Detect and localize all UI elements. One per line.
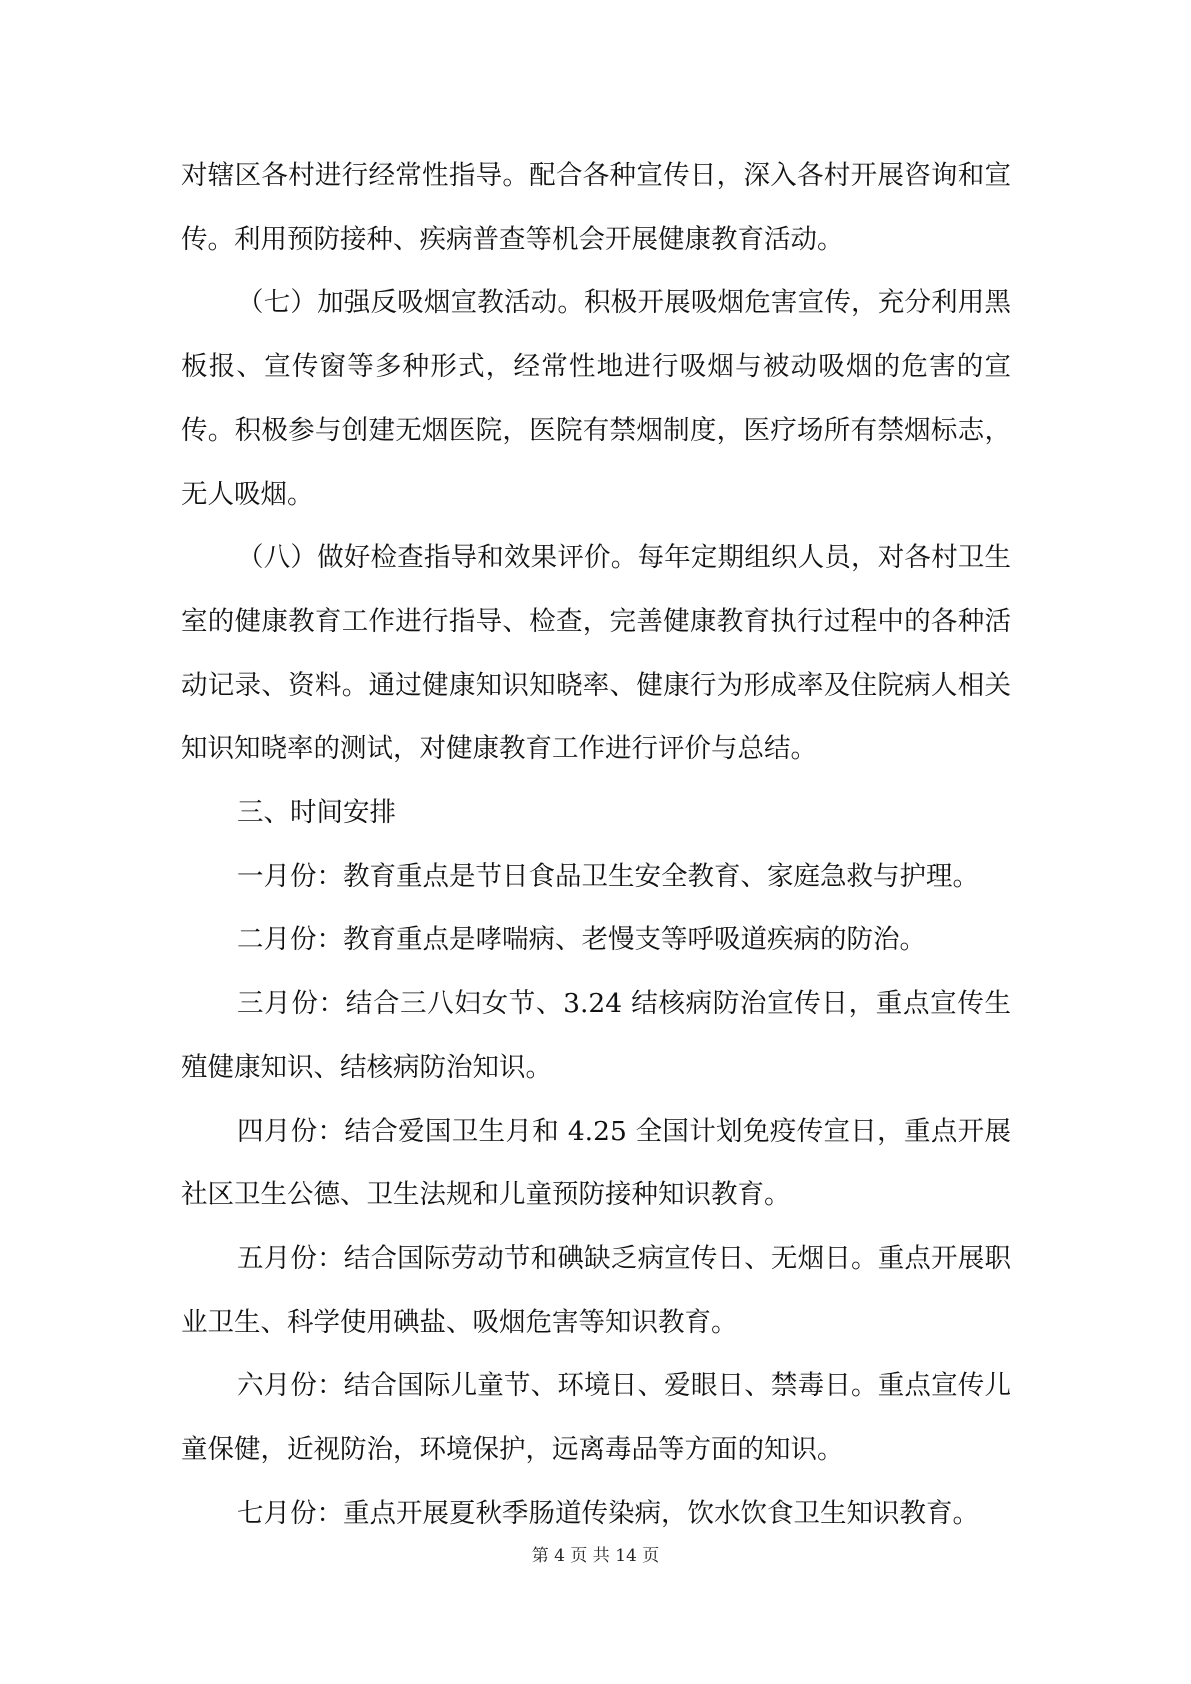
document-body [181, 144, 1011, 1545]
paragraph-january: 一月份：教育重点是节日食品卫生安全教育、家庭急救与护理。 [237, 860, 979, 892]
paragraph-inspection-evaluation: （八）做好检查指导和效果评价。每年定期组织人员，对各村卫生室的健康教育工作进行指导、检查，完善健康教育执行过程中的各种活动记录、资料。通过健康知识知晓率、健康行为形成率及住院病人相关知识知晓率的测试，对健康教育工作进行评价与总结。 [181, 542, 1011, 765]
page-footer: 第 4 页 共 14 页 [531, 1546, 660, 1566]
section-heading-schedule: 三、时间安排 [237, 797, 396, 829]
paragraph-intro-continuation: 对辖区各村进行经常性指导。配合各种宣传日，深入各村开展咨询和宣传。利用预防接种、疾病普查等机会开展健康教育活动。 [181, 160, 1011, 255]
paragraph-may: 五月份：结合国际劳动节和碘缺乏病宣传日、无烟日。重点开展职业卫生、科学使用碘盐、吸烟危害等知识教育。 [181, 1242, 1011, 1338]
paragraph-anti-smoking: （七）加强反吸烟宣教活动。积极开展吸烟危害宣传，充分利用黑板报、宣传窗等多种形式，经常性地进行吸烟与被动吸烟的危害的宣传。积极参与创建无烟医院，医院有禁烟制度，医疗场所有禁烟标志，无人吸烟。 [181, 287, 1011, 510]
paragraph-june: 六月份：结合国际儿童节、环境日、爱眼日、禁毒日。重点宣传儿童保健，近视防治，环境保护，远离毒品等方面的知识。 [181, 1370, 1011, 1466]
paragraph-april: 四月份：结合爱国卫生月和 4.25 全国计划免疫传宣日，重点开展社区卫生公德、卫生法规和儿童预防接种知识教育。 [181, 1115, 1011, 1211]
paragraph-july: 七月份：重点开展夏秋季肠道传染病，饮水饮食卫生知识教育。 [237, 1497, 979, 1529]
paragraph-march: 三月份：结合三八妇女节、3.24 结核病防治宣传日，重点宣传生殖健康知识、结核病防治知识。 [181, 988, 1011, 1083]
paragraph-february: 二月份：教育重点是哮喘病、老慢支等呼吸道疾病的防治。 [237, 924, 926, 956]
